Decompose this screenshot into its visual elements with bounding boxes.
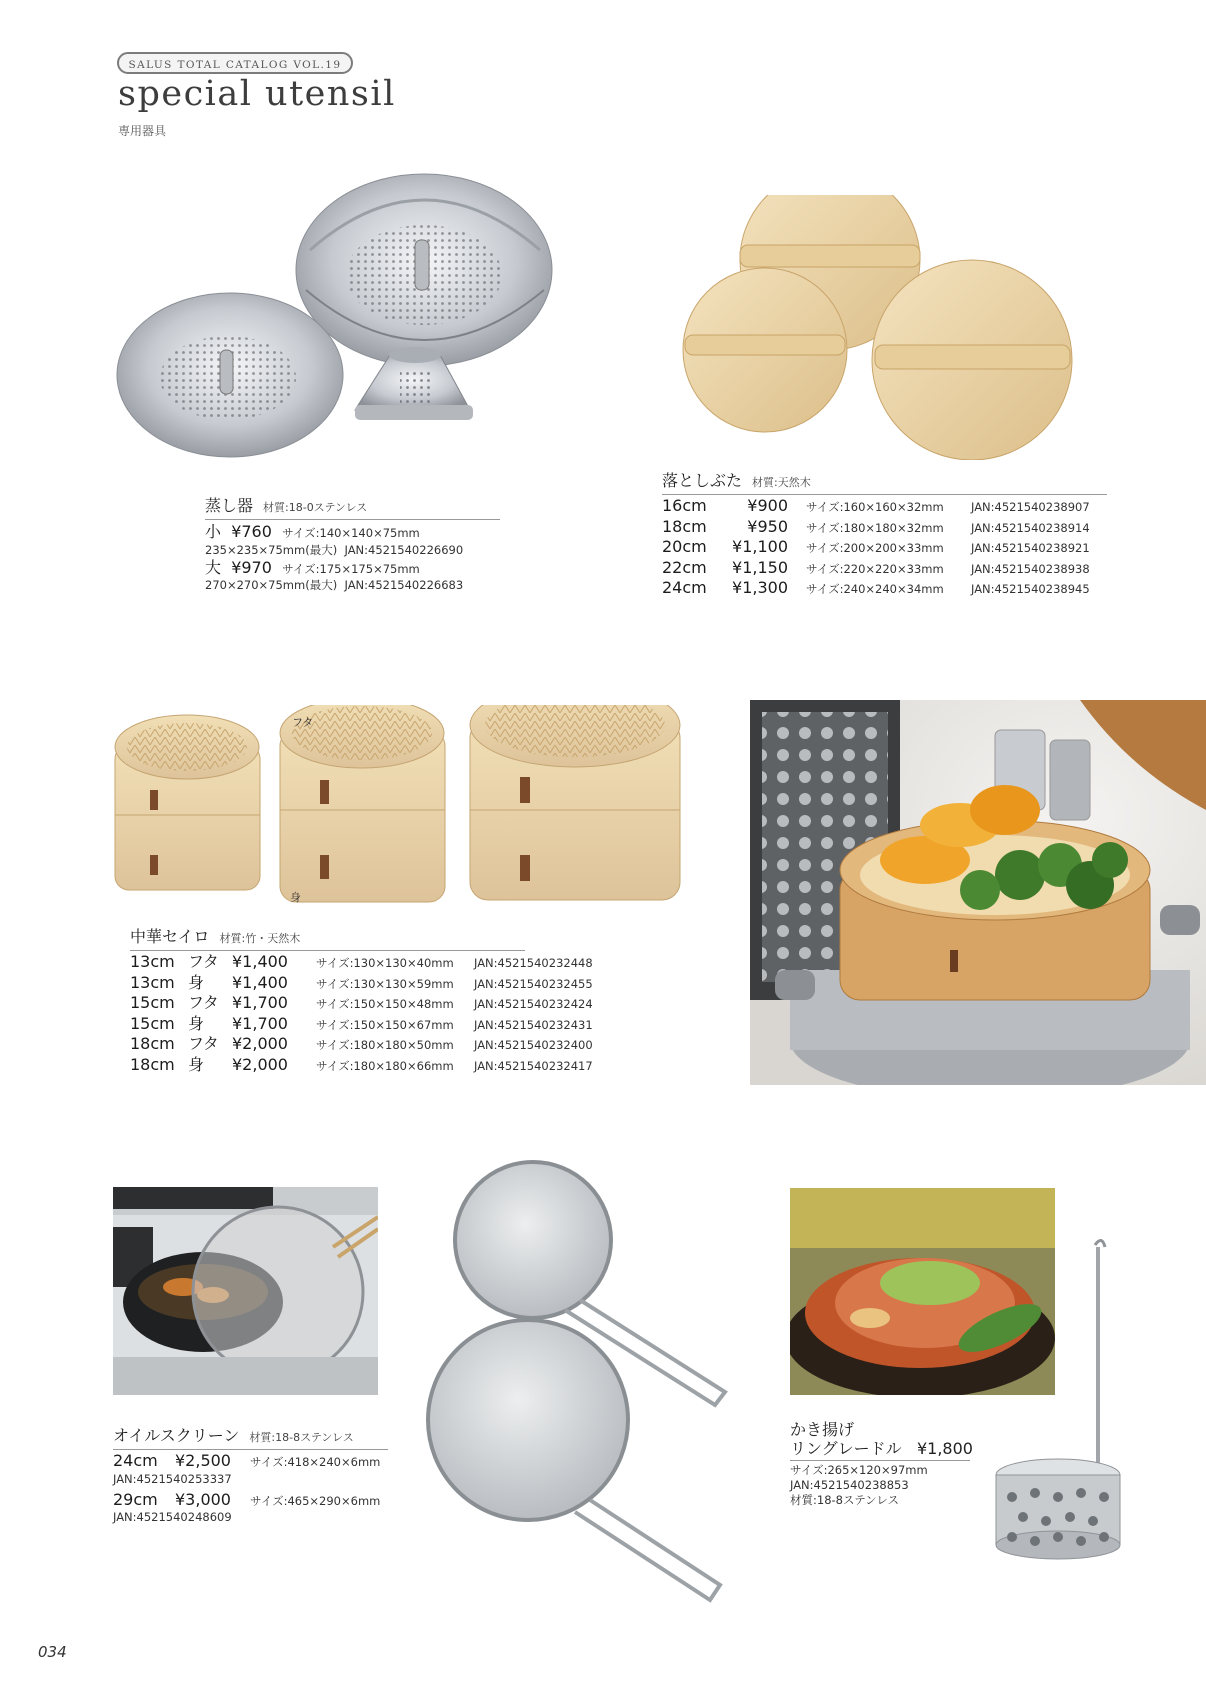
part: 身 (188, 1013, 205, 1033)
divider (790, 1460, 970, 1461)
jan-code: JAN:4521540238945 (971, 582, 1090, 596)
steamer-basket-heading (205, 493, 500, 516)
ring-ladle-name-line2: リングレードル (790, 1439, 902, 1458)
jan-code: JAN:4521540232417 (474, 1058, 593, 1073)
page-number: 034 (38, 1643, 67, 1661)
seiro-table (130, 952, 593, 1075)
price: ¥950 (747, 516, 788, 536)
dimensions: サイズ:150×150×67mm (316, 1017, 454, 1032)
price: ¥970 (231, 557, 272, 577)
oil-screen-info (113, 1423, 388, 1524)
lid-callout: フタ (292, 716, 314, 729)
size: 13cm (130, 952, 175, 971)
table-row (130, 952, 593, 973)
oil-screen-material: 材質:18-8ステンレス (249, 1431, 354, 1444)
price: ¥1,100 (732, 537, 788, 556)
jan-code: JAN:4521540232400 (474, 1038, 593, 1052)
seiro-info (130, 924, 593, 1075)
ring-ladle-heading (790, 1439, 973, 1459)
size: 18cm (130, 1034, 175, 1053)
divider (130, 950, 525, 951)
oil-screen-usage-photo (113, 1187, 378, 1395)
drop-lid-info (662, 468, 1107, 599)
steamer-basket-material: 材質:18-0ステンレス (263, 501, 368, 514)
ring-ladle-jan: JAN:4521540238853 (790, 1478, 909, 1492)
jan-code: JAN:4521540226683 (344, 578, 464, 592)
jan-code: JAN:4521540253337 (113, 1471, 232, 1486)
drop-lid-photo (670, 195, 1110, 460)
size: 13cm (130, 972, 175, 992)
price: ¥1,400 (232, 972, 288, 992)
jan-code: JAN:4521540238907 (971, 500, 1090, 514)
price: ¥1,300 (732, 578, 788, 597)
jan-code: JAN:4521540232448 (474, 956, 593, 970)
jan-code: JAN:4521540238921 (971, 541, 1090, 555)
jan-code: JAN:4521540232424 (474, 997, 593, 1011)
jan-code: JAN:4521540226690 (344, 542, 464, 557)
body-callout: 身 (290, 891, 301, 904)
oil-screen-product-photo (415, 1160, 735, 1610)
ring-ladle-name-line1: かき揚げ (790, 1420, 855, 1439)
table-row (130, 1034, 593, 1055)
part: フタ (188, 993, 219, 1012)
divider (662, 494, 1107, 495)
page-title: special utensil (118, 74, 396, 114)
ring-ladle-price: ¥1,800 (916, 1439, 973, 1458)
max-dimensions: 270×270×75mm(最大) (205, 578, 338, 592)
table-row (130, 993, 593, 1014)
table-row (662, 578, 1107, 599)
catalog-label: SALUS TOTAL CATALOG VOL.19 (117, 52, 353, 74)
oil-screen-heading (113, 1423, 388, 1446)
price: ¥2,000 (232, 1054, 288, 1074)
seiro-cooking-photo (750, 700, 1206, 1085)
part: フタ (188, 952, 219, 971)
steamer-basket-info (205, 493, 500, 593)
dimensions: サイズ:180×180×66mm (316, 1058, 454, 1073)
oil-screen-name: オイルスクリーン (113, 1426, 240, 1445)
dimensions: サイズ:418×240×6mm (250, 1455, 381, 1469)
table-row (662, 517, 1107, 538)
price: ¥2,500 (175, 1451, 231, 1470)
seiro-heading (130, 924, 525, 947)
steamer-basket-photo (110, 160, 610, 490)
jan-code: JAN:4521540238938 (971, 561, 1090, 576)
size: 22cm (662, 557, 707, 577)
dimensions: サイズ:150×150×48mm (316, 997, 454, 1011)
jan-code: JAN:4521540232455 (474, 976, 593, 991)
part: 身 (188, 1054, 205, 1074)
price: ¥3,000 (175, 1489, 231, 1509)
page-subtitle: 専用器具 (118, 124, 167, 138)
dimensions: サイズ:180×180×32mm (806, 520, 944, 535)
seiro-material: 材質:竹・天然木 (219, 932, 301, 945)
dimensions: サイズ:130×130×59mm (316, 976, 454, 991)
product-item (113, 1490, 388, 1525)
size: 20cm (662, 537, 707, 556)
dimensions: サイズ:140×140×75mm (282, 526, 420, 540)
price: ¥1,700 (232, 993, 288, 1012)
product-item (205, 558, 500, 594)
table-row (662, 496, 1107, 517)
dimensions: サイズ:160×160×32mm (806, 500, 944, 514)
size: 15cm (130, 993, 175, 1012)
seiro-photo (110, 705, 700, 920)
divider (205, 519, 500, 520)
dimensions: サイズ:130×130×40mm (316, 956, 454, 970)
price: ¥900 (747, 496, 788, 515)
price: ¥1,150 (732, 557, 788, 577)
price: ¥2,000 (232, 1034, 288, 1053)
table-row (662, 537, 1107, 558)
dimensions: サイズ:220×220×33mm (806, 561, 944, 576)
drop-lid-heading (662, 468, 1107, 491)
ring-ladle-photo (990, 1235, 1140, 1565)
price: ¥1,400 (232, 952, 288, 971)
part: フタ (188, 1034, 219, 1053)
dimensions: サイズ:200×200×33mm (806, 541, 944, 555)
dimensions: サイズ:180×180×50mm (316, 1038, 454, 1052)
ring-ladle-info (790, 1420, 973, 1508)
dimensions: サイズ:465×290×6mm (250, 1493, 381, 1508)
jan-code: JAN:4521540238914 (971, 520, 1090, 535)
product-item (205, 522, 500, 558)
size: 15cm (130, 1013, 175, 1033)
size-label: 大 (205, 557, 222, 577)
size: 29cm (113, 1489, 158, 1509)
jan-code: JAN:4521540232431 (474, 1017, 593, 1032)
dimensions: サイズ:175×175×75mm (282, 561, 420, 576)
product-item (113, 1451, 388, 1486)
dimensions: サイズ:240×240×34mm (806, 582, 944, 596)
divider (113, 1449, 388, 1450)
drop-lid-material: 材質:天然木 (752, 476, 811, 489)
jan-code: JAN:4521540248609 (113, 1510, 232, 1524)
table-row (130, 972, 593, 994)
size: 18cm (662, 516, 707, 536)
seiro-name: 中華セイロ (130, 927, 210, 946)
price: ¥1,700 (232, 1013, 288, 1033)
size: 24cm (662, 578, 707, 597)
size: 16cm (662, 496, 707, 515)
size: 18cm (130, 1054, 175, 1074)
price: ¥760 (231, 522, 272, 541)
ring-ladle-dims: サイズ:265×120×97mm (790, 1463, 928, 1477)
max-dimensions: 235×235×75mm(最大) (205, 542, 338, 557)
size-label: 小 (205, 522, 222, 541)
steamer-basket-name: 蒸し器 (205, 496, 254, 515)
part: 身 (188, 972, 205, 992)
table-row (130, 1013, 593, 1035)
drop-lid-name: 落としぶた (662, 471, 743, 490)
size: 24cm (113, 1451, 158, 1470)
drop-lid-table (662, 496, 1107, 599)
ring-ladle-material: 材質:18-8ステンレス (790, 1493, 900, 1507)
table-row (662, 558, 1107, 579)
table-row (130, 1054, 593, 1076)
